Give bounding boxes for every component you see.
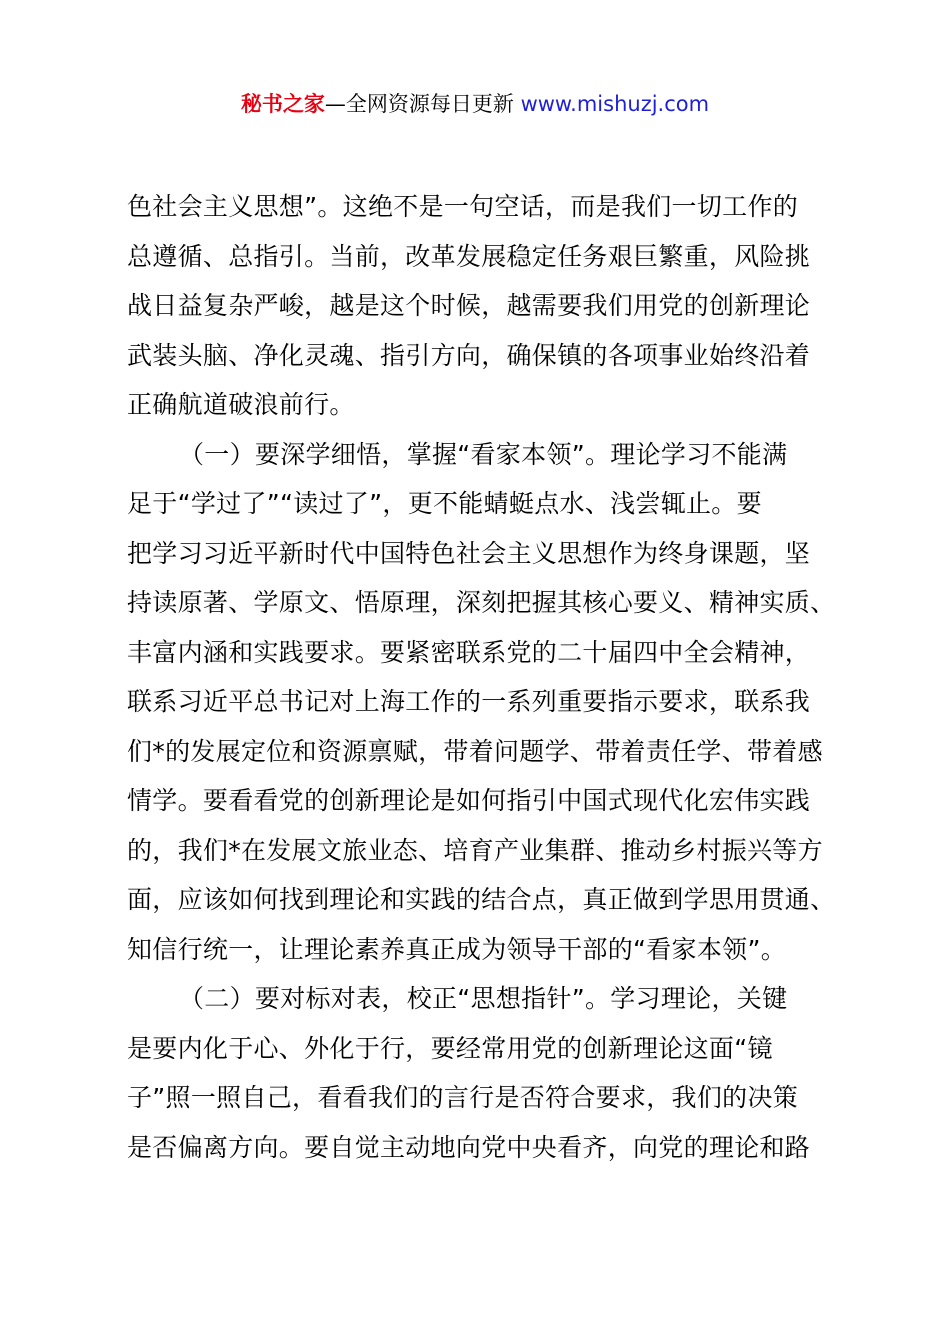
- text-line: 战日益复杂严峻，越是这个时候，越需要我们用党的创新理论: [127, 291, 811, 320]
- section-1-heading-line: （一）要深学细悟，掌握“看家本领”。理论学习不能满: [179, 439, 788, 469]
- text-line: 正确航道破浪前行。: [127, 390, 355, 419]
- text-line: 总遵循、总指引。当前，改革发展稳定任务艰巨繁重，风险挑: [127, 241, 811, 271]
- text-line: 武装头脑、净化灵魂、指引方向，确保镇的各项事业始终沿着: [127, 340, 811, 370]
- text-line: 把学习习近平新时代中国特色社会主义思想作为终身课题，坚: [127, 538, 811, 568]
- header-tagline: —全网资源每日更新: [324, 92, 521, 116]
- document-body: [127, 182, 835, 1172]
- site-url-link[interactable]: www.mishuzj.com: [520, 92, 710, 116]
- text-line: 子”照一照自己，看看我们的言行是否符合要求，我们的决策: [127, 1083, 799, 1112]
- text-line: 是要内化于心、外化于行，要经常用党的创新理论这面“镜: [127, 1033, 773, 1063]
- text-line: 们*的发展定位和资源禀赋，带着问题学、带着责任学、带着感: [127, 736, 823, 766]
- text-line: 持读原著、学原文、悟原理，深刻把握其核心要义、精神实质、: [127, 588, 836, 617]
- section-2-heading-line: （二）要对标对表，校正“思想指针”。学习理论，关键: [179, 984, 788, 1013]
- text-line: 足于“学过了”“读过了”，更不能蜻蜓点水、浅尝辄止。要: [127, 489, 762, 518]
- brand-name: 秘书之家: [240, 92, 325, 116]
- text-line: 面，应该如何找到理论和实践的结合点，真正做到学思用贯通、: [127, 885, 836, 914]
- text-line: 的，我们*在发展文旅业态、培育产业集群、推动乡村振兴等方: [127, 835, 823, 865]
- text-line: 情学。要看看党的创新理论是如何指引中国式现代化宏伟实践: [127, 786, 811, 815]
- text-line: 色社会主义思想”。这绝不是一句空话，而是我们一切工作的: [127, 192, 799, 221]
- text-line: 知信行统一，让理论素养真正成为领导干部的“看家本领”。: [127, 934, 787, 964]
- text-line: 丰富内涵和实践要求。要紧密联系党的二十届四中全会精神，: [127, 637, 811, 667]
- text-line: 联系习近平总书记对上海工作的一系列重要指示要求，联系我: [127, 687, 811, 716]
- page-header: [0, 88, 950, 120]
- text-line: 是否偏离方向。要自觉主动地向党中央看齐，向党的理论和路: [127, 1132, 811, 1162]
